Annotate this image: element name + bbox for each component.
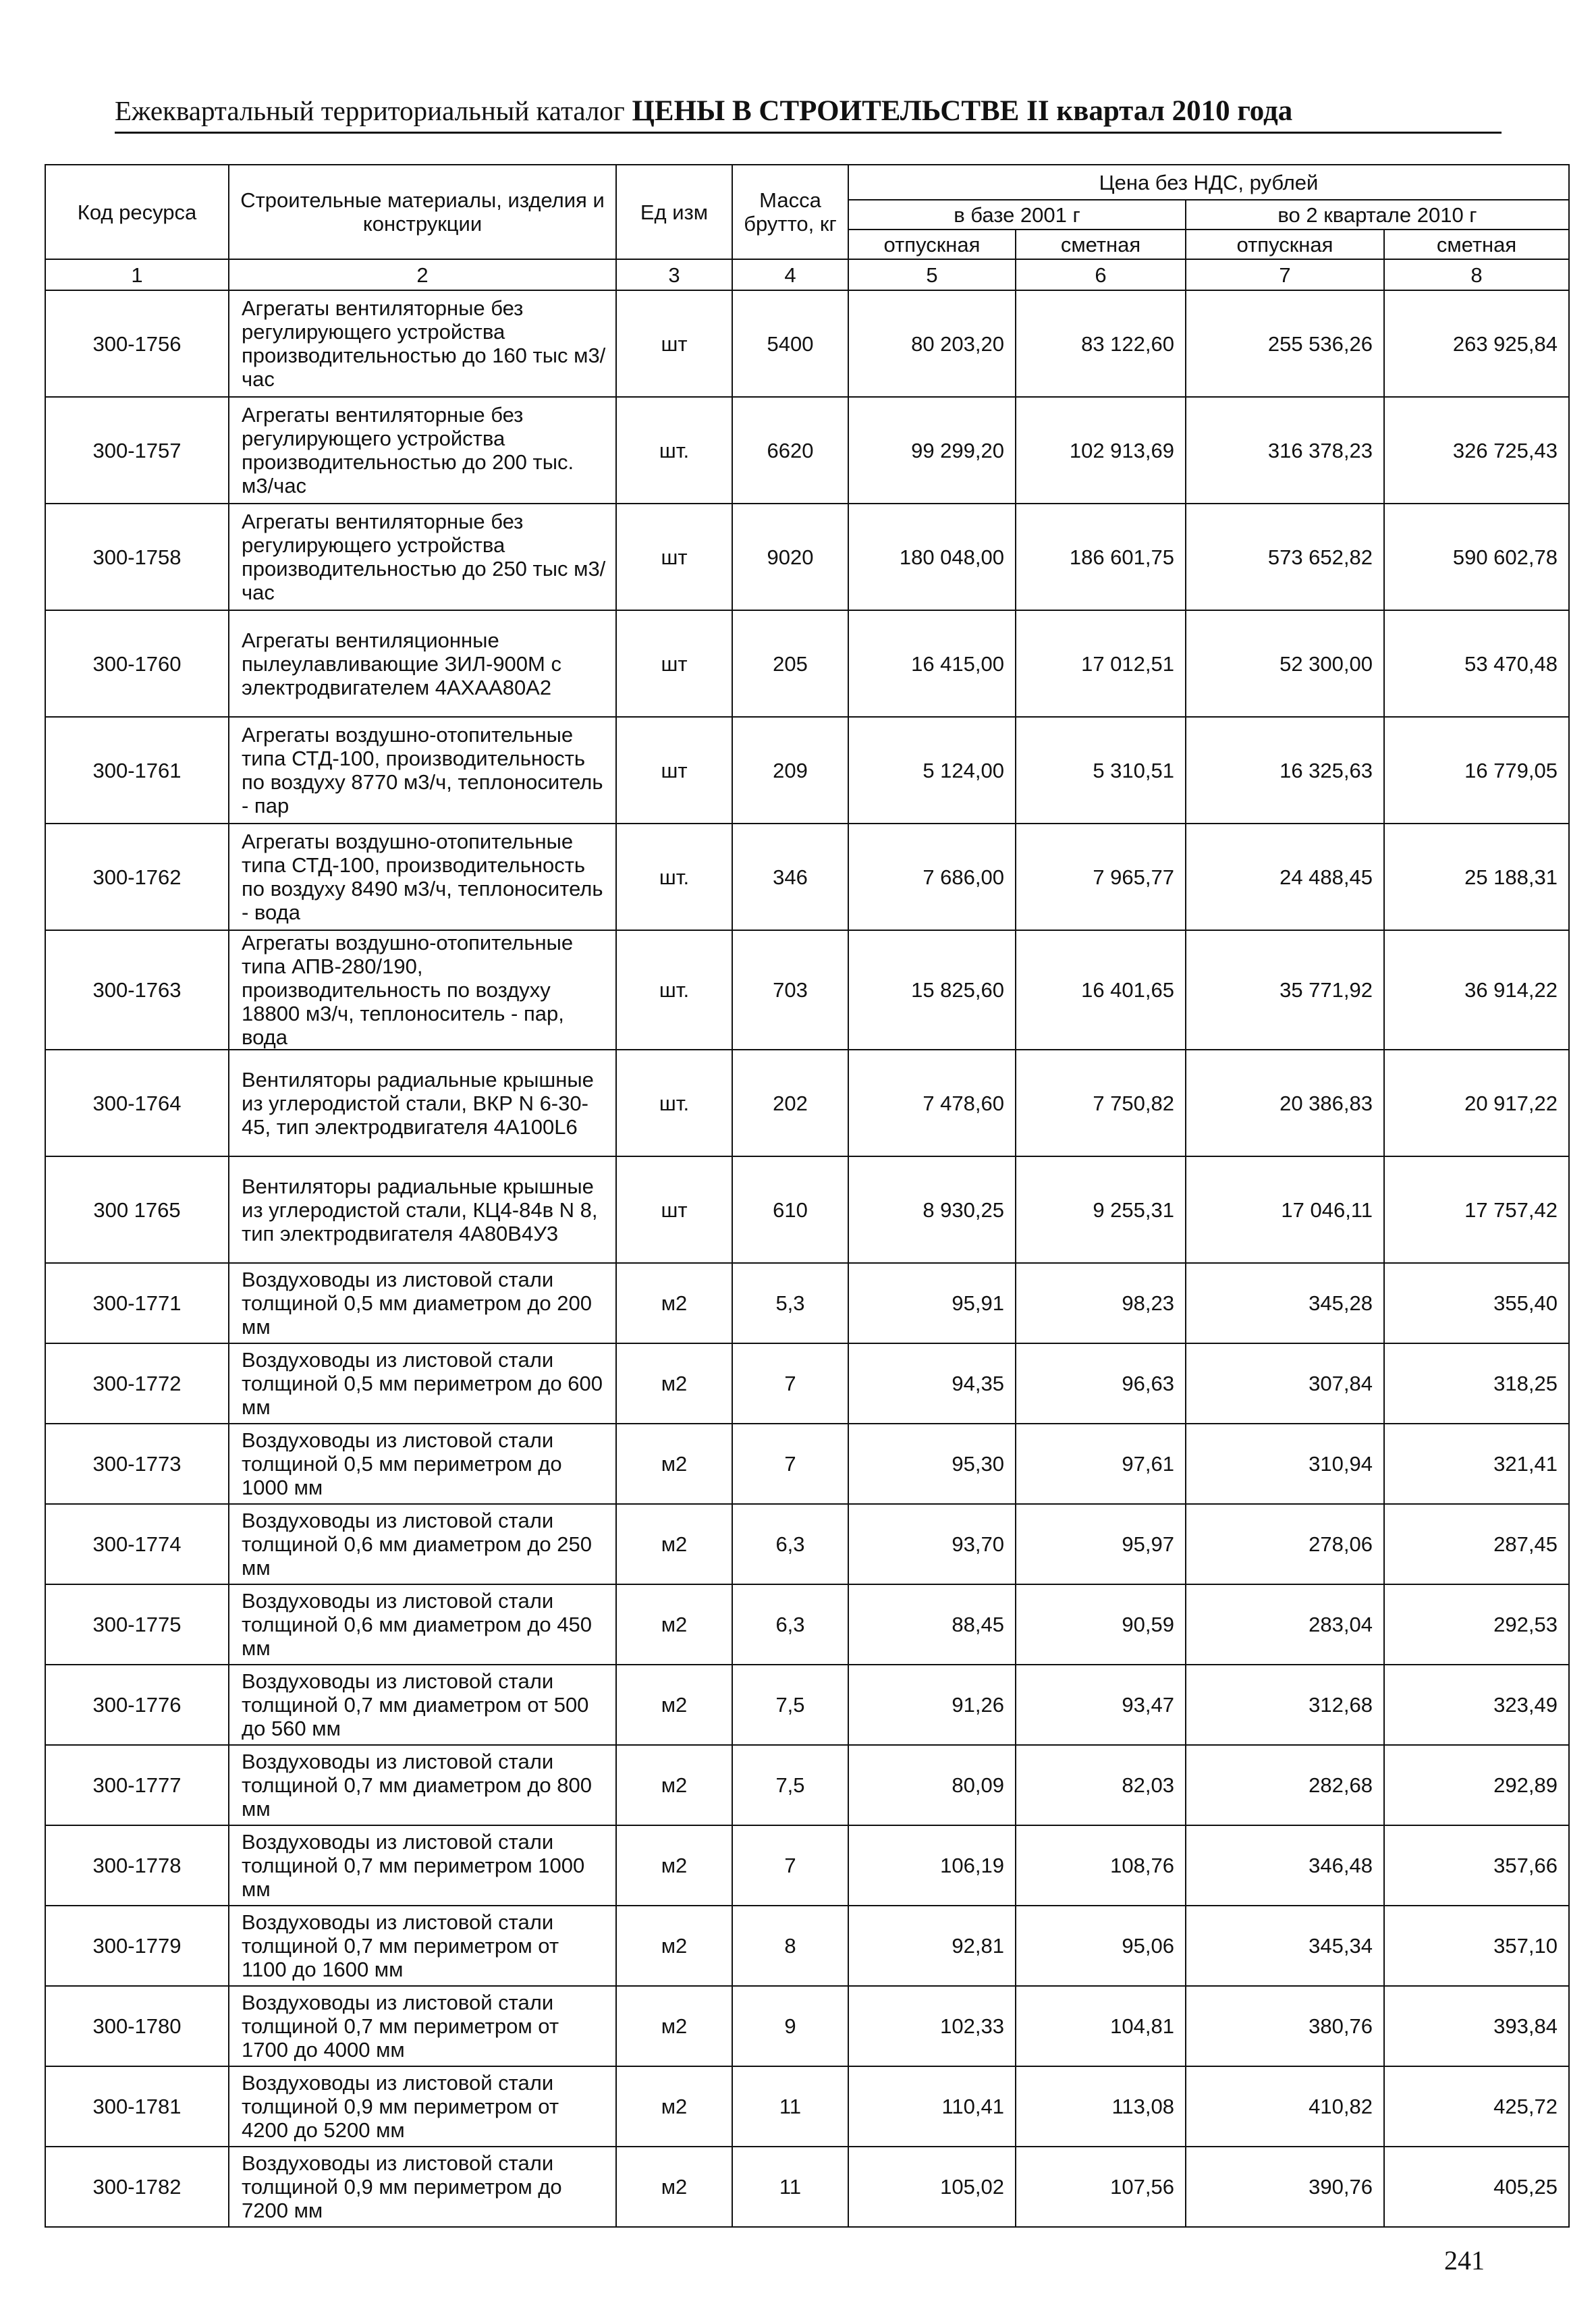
col-code-header: Код ресурса — [45, 165, 229, 259]
gross-mass: 11 — [732, 2066, 848, 2147]
resource-code: 300-1773 — [45, 1424, 229, 1504]
current-release-price: 310,94 — [1186, 1424, 1384, 1504]
unit-of-measure: шт. — [616, 824, 732, 930]
table-row — [45, 1263, 1569, 1343]
base-release-price: 110,41 — [848, 2066, 1016, 2147]
table-row — [45, 1745, 1569, 1825]
table-body — [45, 290, 1569, 2227]
resource-code: 300-1761 — [45, 717, 229, 824]
base-estimate-price: 93,47 — [1016, 1665, 1186, 1745]
resource-code: 300-1758 — [45, 504, 229, 610]
current-release-price: 16 325,63 — [1186, 717, 1384, 824]
base-release-price: 88,45 — [848, 1584, 1016, 1665]
gross-mass: 7,5 — [732, 1665, 848, 1745]
resource-code: 300-1775 — [45, 1584, 229, 1665]
base-release-price: 7 478,60 — [848, 1050, 1016, 1156]
current-estimate-price: 405,25 — [1384, 2147, 1569, 2227]
base-estimate-price: 7 965,77 — [1016, 824, 1186, 930]
unit-of-measure: м2 — [616, 1906, 732, 1986]
resource-code: 300-1771 — [45, 1263, 229, 1343]
base-release-price: 180 048,00 — [848, 504, 1016, 610]
base-release-price: 80 203,20 — [848, 290, 1016, 397]
unit-of-measure: м2 — [616, 1424, 732, 1504]
table-row — [45, 1504, 1569, 1584]
base-release-price: 7 686,00 — [848, 824, 1016, 930]
unit-of-measure: шт — [616, 610, 732, 717]
col-unit-header: Ед изм — [616, 165, 732, 259]
table-row — [45, 824, 1569, 930]
material-description: Вентиляторы радиальные крышные из углеродистой стали, КЦ4-84в N 8, тип электродвигателя 4А80В4У3 — [229, 1156, 616, 1263]
resource-code: 300 1765 — [45, 1156, 229, 1263]
table-row — [45, 930, 1569, 1050]
current-estimate-price: 53 470,48 — [1384, 610, 1569, 717]
table-row — [45, 1825, 1569, 1906]
current-estimate-price: 36 914,22 — [1384, 930, 1569, 1050]
table-row — [45, 610, 1569, 717]
resource-code: 300-1772 — [45, 1343, 229, 1424]
col-current-estimate-header: сметная — [1384, 230, 1569, 259]
resource-code: 300-1756 — [45, 290, 229, 397]
current-estimate-price: 16 779,05 — [1384, 717, 1569, 824]
resource-code: 300-1757 — [45, 397, 229, 504]
unit-of-measure: шт — [616, 1156, 732, 1263]
current-release-price: 346,48 — [1186, 1825, 1384, 1906]
col-base-header: в базе 2001 г — [848, 200, 1186, 230]
current-release-price: 52 300,00 — [1186, 610, 1384, 717]
gross-mass: 703 — [732, 930, 848, 1050]
gross-mass: 7 — [732, 1825, 848, 1906]
material-description: Воздуховоды из листовой стали толщиной 0,6 мм диаметром до 250 мм — [229, 1504, 616, 1584]
current-release-price: 20 386,83 — [1186, 1050, 1384, 1156]
current-estimate-price: 425,72 — [1384, 2066, 1569, 2147]
base-estimate-price: 7 750,82 — [1016, 1050, 1186, 1156]
material-description: Воздуховоды из листовой стали толщиной 0,9 мм периметром до 7200 мм — [229, 2147, 616, 2227]
unit-of-measure: м2 — [616, 1986, 732, 2066]
current-estimate-price: 292,53 — [1384, 1584, 1569, 1665]
current-release-price: 410,82 — [1186, 2066, 1384, 2147]
current-estimate-price: 20 917,22 — [1384, 1050, 1569, 1156]
running-header — [115, 95, 1502, 134]
current-release-price: 282,68 — [1186, 1745, 1384, 1825]
base-release-price: 102,33 — [848, 1986, 1016, 2066]
col-price-group-header: Цена без НДС, рублей — [848, 165, 1569, 200]
base-release-price: 94,35 — [848, 1343, 1016, 1424]
resource-code: 300-1760 — [45, 610, 229, 717]
base-release-price: 105,02 — [848, 2147, 1016, 2227]
current-release-price: 35 771,92 — [1186, 930, 1384, 1050]
base-estimate-price: 98,23 — [1016, 1263, 1186, 1343]
base-estimate-price: 83 122,60 — [1016, 290, 1186, 397]
gross-mass: 7 — [732, 1343, 848, 1424]
base-estimate-price: 95,97 — [1016, 1504, 1186, 1584]
table-row — [45, 1424, 1569, 1504]
table-row — [45, 1906, 1569, 1986]
gross-mass: 610 — [732, 1156, 848, 1263]
unit-of-measure: шт — [616, 717, 732, 824]
base-estimate-price: 108,76 — [1016, 1825, 1186, 1906]
gross-mass: 6,3 — [732, 1584, 848, 1665]
current-estimate-price: 25 188,31 — [1384, 824, 1569, 930]
unit-of-measure: шт. — [616, 1050, 732, 1156]
unit-of-measure: м2 — [616, 1343, 732, 1424]
material-description: Воздуховоды из листовой стали толщиной 0,5 мм периметром до 1000 мм — [229, 1424, 616, 1504]
current-release-price: 307,84 — [1186, 1343, 1384, 1424]
current-release-price: 255 536,26 — [1186, 290, 1384, 397]
material-description: Воздуховоды из листовой стали толщиной 0,6 мм диаметром до 450 мм — [229, 1584, 616, 1665]
unit-of-measure: м2 — [616, 2147, 732, 2227]
base-estimate-price: 9 255,31 — [1016, 1156, 1186, 1263]
resource-code: 300-1764 — [45, 1050, 229, 1156]
current-estimate-price: 17 757,42 — [1384, 1156, 1569, 1263]
material-description: Воздуховоды из листовой стали толщиной 0,7 мм диаметром от 500 до 560 мм — [229, 1665, 616, 1745]
base-estimate-price: 107,56 — [1016, 2147, 1186, 2227]
current-estimate-price: 292,89 — [1384, 1745, 1569, 1825]
base-release-price: 16 415,00 — [848, 610, 1016, 717]
resource-code: 300-1774 — [45, 1504, 229, 1584]
table-row — [45, 1156, 1569, 1263]
material-description: Агрегаты вентиляционные пылеулавливающие ЗИЛ-900М с электродвигателем 4АХАА80А2 — [229, 610, 616, 717]
base-release-price: 93,70 — [848, 1504, 1016, 1584]
base-estimate-price: 186 601,75 — [1016, 504, 1186, 610]
unit-of-measure: м2 — [616, 1825, 732, 1906]
header-title: ЦЕНЫ В СТРОИТЕЛЬСТВЕ II квартал 2010 года — [632, 95, 1293, 127]
base-release-price: 95,91 — [848, 1263, 1016, 1343]
unit-of-measure: м2 — [616, 2066, 732, 2147]
unit-of-measure: шт — [616, 290, 732, 397]
table-row — [45, 1343, 1569, 1424]
resource-code: 300-1782 — [45, 2147, 229, 2227]
price-table — [45, 164, 1570, 2228]
gross-mass: 209 — [732, 717, 848, 824]
material-description: Агрегаты воздушно-отопительные типа АПВ-280/190, производительность по воздуху 18800 м3/ч, теплоноситель - пар, вода — [229, 930, 616, 1050]
resource-code: 300-1777 — [45, 1745, 229, 1825]
material-description: Агрегаты вентиляторные без регулирующего устройства производительностью до 250 тыс м3/час — [229, 504, 616, 610]
table-row — [45, 717, 1569, 824]
material-description: Воздуховоды из листовой стали толщиной 0,7 мм периметром 1000 мм — [229, 1825, 616, 1906]
current-release-price: 345,34 — [1186, 1906, 1384, 1986]
gross-mass: 205 — [732, 610, 848, 717]
material-description: Агрегаты воздушно-отопительные типа СТД-100, производительность по воздуху 8490 м3/ч, теплоноситель - вода — [229, 824, 616, 930]
material-description: Воздуховоды из листовой стали толщиной 0,9 мм периметром от 4200 до 5200 мм — [229, 2066, 616, 2147]
col-number: 8 — [1384, 259, 1569, 290]
gross-mass: 11 — [732, 2147, 848, 2227]
base-release-price: 106,19 — [848, 1825, 1016, 1906]
resource-code: 300-1762 — [45, 824, 229, 930]
current-estimate-price: 263 925,84 — [1384, 290, 1569, 397]
table-row — [45, 1665, 1569, 1745]
gross-mass: 6,3 — [732, 1504, 848, 1584]
current-estimate-price: 326 725,43 — [1384, 397, 1569, 504]
base-estimate-price: 5 310,51 — [1016, 717, 1186, 824]
unit-of-measure: м2 — [616, 1584, 732, 1665]
current-estimate-price: 287,45 — [1384, 1504, 1569, 1584]
col-number: 1 — [45, 259, 229, 290]
current-release-price: 24 488,45 — [1186, 824, 1384, 930]
base-estimate-price: 17 012,51 — [1016, 610, 1186, 717]
base-estimate-price: 16 401,65 — [1016, 930, 1186, 1050]
base-estimate-price: 113,08 — [1016, 2066, 1186, 2147]
table-row — [45, 504, 1569, 610]
base-release-price: 91,26 — [848, 1665, 1016, 1745]
unit-of-measure: шт — [616, 504, 732, 610]
col-number: 4 — [732, 259, 848, 290]
gross-mass: 7 — [732, 1424, 848, 1504]
page-number: 241 — [1444, 2245, 1485, 2276]
unit-of-measure: шт. — [616, 397, 732, 504]
col-number: 3 — [616, 259, 732, 290]
current-estimate-price: 323,49 — [1384, 1665, 1569, 1745]
material-description: Агрегаты вентиляторные без регулирующего устройства производительностью до 160 тыс м3/час — [229, 290, 616, 397]
col-mass-header: Масса брутто, кг — [732, 165, 848, 259]
gross-mass: 9020 — [732, 504, 848, 610]
material-description: Вентиляторы радиальные крышные из углеродистой стали, ВКР N 6-30-45, тип электродвигателя 4А100L6 — [229, 1050, 616, 1156]
gross-mass: 202 — [732, 1050, 848, 1156]
material-description: Воздуховоды из листовой стали толщиной 0,5 мм периметром до 600 мм — [229, 1343, 616, 1424]
col-number: 6 — [1016, 259, 1186, 290]
column-number-row — [45, 259, 1569, 290]
col-current-release-header: отпускная — [1186, 230, 1384, 259]
col-number: 2 — [229, 259, 616, 290]
gross-mass: 6620 — [732, 397, 848, 504]
base-release-price: 80,09 — [848, 1745, 1016, 1825]
current-release-price: 390,76 — [1186, 2147, 1384, 2227]
col-number: 5 — [848, 259, 1016, 290]
resource-code: 300-1776 — [45, 1665, 229, 1745]
current-estimate-price: 318,25 — [1384, 1343, 1569, 1424]
gross-mass: 9 — [732, 1986, 848, 2066]
current-release-price: 380,76 — [1186, 1986, 1384, 2066]
base-estimate-price: 102 913,69 — [1016, 397, 1186, 504]
base-release-price: 8 930,25 — [848, 1156, 1016, 1263]
col-current-header: во 2 квартале 2010 г — [1186, 200, 1569, 230]
col-desc-header: Строительные материалы, изделия и конструкции — [229, 165, 616, 259]
current-estimate-price: 590 602,78 — [1384, 504, 1569, 610]
resource-code: 300-1780 — [45, 1986, 229, 2066]
current-release-price: 278,06 — [1186, 1504, 1384, 1584]
current-estimate-price: 355,40 — [1384, 1263, 1569, 1343]
col-base-estimate-header: сметная — [1016, 230, 1186, 259]
base-estimate-price: 96,63 — [1016, 1343, 1186, 1424]
base-estimate-price: 90,59 — [1016, 1584, 1186, 1665]
table-row — [45, 2147, 1569, 2227]
col-base-release-header: отпускная — [848, 230, 1016, 259]
table-row — [45, 1050, 1569, 1156]
current-estimate-price: 321,41 — [1384, 1424, 1569, 1504]
unit-of-measure: м2 — [616, 1504, 732, 1584]
gross-mass: 5,3 — [732, 1263, 848, 1343]
gross-mass: 346 — [732, 824, 848, 930]
base-release-price: 92,81 — [848, 1906, 1016, 1986]
resource-code: 300-1779 — [45, 1906, 229, 1986]
unit-of-measure: м2 — [616, 1665, 732, 1745]
current-release-price: 312,68 — [1186, 1665, 1384, 1745]
unit-of-measure: м2 — [616, 1263, 732, 1343]
unit-of-measure: шт. — [616, 930, 732, 1050]
resource-code: 300-1763 — [45, 930, 229, 1050]
col-number: 7 — [1186, 259, 1384, 290]
current-release-price: 573 652,82 — [1186, 504, 1384, 610]
gross-mass: 8 — [732, 1906, 848, 1986]
current-release-price: 283,04 — [1186, 1584, 1384, 1665]
current-release-price: 345,28 — [1186, 1263, 1384, 1343]
resource-code: 300-1781 — [45, 2066, 229, 2147]
current-estimate-price: 357,10 — [1384, 1906, 1569, 1986]
material-description: Агрегаты воздушно-отопительные типа СТД-100, производительность по воздуху 8770 м3/ч, теплоноситель - пар — [229, 717, 616, 824]
table-row — [45, 397, 1569, 504]
base-release-price: 15 825,60 — [848, 930, 1016, 1050]
header-prefix: Ежеквартальный территориальный каталог — [115, 95, 625, 126]
base-release-price: 95,30 — [848, 1424, 1016, 1504]
base-release-price: 99 299,20 — [848, 397, 1016, 504]
material-description: Воздуховоды из листовой стали толщиной 0,7 мм диаметром до 800 мм — [229, 1745, 616, 1825]
current-estimate-price: 357,66 — [1384, 1825, 1569, 1906]
base-estimate-price: 104,81 — [1016, 1986, 1186, 2066]
table-row — [45, 1986, 1569, 2066]
base-estimate-price: 97,61 — [1016, 1424, 1186, 1504]
base-estimate-price: 82,03 — [1016, 1745, 1186, 1825]
base-release-price: 5 124,00 — [848, 717, 1016, 824]
table-row — [45, 290, 1569, 397]
resource-code: 300-1778 — [45, 1825, 229, 1906]
gross-mass: 7,5 — [732, 1745, 848, 1825]
unit-of-measure: м2 — [616, 1745, 732, 1825]
table-row — [45, 2066, 1569, 2147]
base-estimate-price: 95,06 — [1016, 1906, 1186, 1986]
material-description: Агрегаты вентиляторные без регулирующего устройства производительностью до 200 тыс. м3/час — [229, 397, 616, 504]
material-description: Воздуховоды из листовой стали толщиной 0,7 мм периметром от 1700 до 4000 мм — [229, 1986, 616, 2066]
material-description: Воздуховоды из листовой стали толщиной 0,7 мм периметром от 1100 до 1600 мм — [229, 1906, 616, 1986]
current-estimate-price: 393,84 — [1384, 1986, 1569, 2066]
current-release-price: 17 046,11 — [1186, 1156, 1384, 1263]
gross-mass: 5400 — [732, 290, 848, 397]
table-header — [45, 165, 1569, 290]
material-description: Воздуховоды из листовой стали толщиной 0,5 мм диаметром до 200 мм — [229, 1263, 616, 1343]
current-release-price: 316 378,23 — [1186, 397, 1384, 504]
table-row — [45, 1584, 1569, 1665]
